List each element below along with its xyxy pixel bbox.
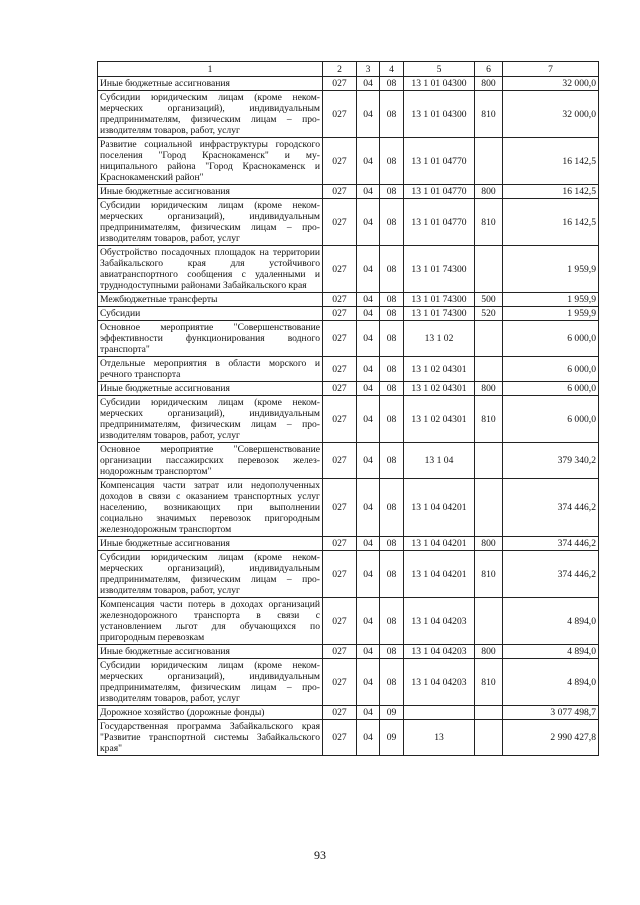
subsection-code-cell: 08: [380, 307, 404, 321]
expense-type-code-cell: [475, 479, 503, 537]
section-code-cell: 04: [357, 598, 380, 645]
item-name-cell: Субсидии юридическим лицам (кроме некоммерческих организаций), индивидуальным предпринимателям, физическим лицам – производителям товаров, работ, услуг: [98, 659, 323, 706]
expense-type-code-cell: 800: [475, 382, 503, 396]
target-article-code-cell: 13 1 01 04770: [404, 185, 475, 199]
expense-type-code-cell: 810: [475, 396, 503, 443]
subsection-code-cell: 08: [380, 382, 404, 396]
table-row: [98, 598, 599, 645]
target-article-code-cell: 13 1 02 04301: [404, 396, 475, 443]
target-article-code-cell: 13 1 01 74300: [404, 307, 475, 321]
subsection-code-cell: 08: [380, 293, 404, 307]
expense-type-code-cell: 810: [475, 199, 503, 246]
column-header: 3: [357, 62, 380, 77]
table-row: [98, 706, 599, 720]
target-article-code-cell: 13 1 01 04770: [404, 138, 475, 185]
table-row: [98, 307, 599, 321]
section-code-cell: 04: [357, 246, 380, 293]
section-code-cell: 04: [357, 357, 380, 382]
ministry-code-cell: 027: [323, 357, 357, 382]
section-code-cell: 04: [357, 185, 380, 199]
section-code-cell: 04: [357, 537, 380, 551]
target-article-code-cell: 13 1 04 04201: [404, 479, 475, 537]
amount-cell: 4 894,0: [503, 598, 599, 645]
item-name-cell: Субсидии юридическим лицам (кроме некоммерческих организаций), индивидуальным предпринимателям, физическим лицам – производителям товаров, работ, услуг: [98, 199, 323, 246]
item-name-cell: Компенсация части потерь в доходах организаций железнодорожного транспорта в связи с установлением льгот для обучающихся по пригородным перевозкам: [98, 598, 323, 645]
amount-cell: 374 446,2: [503, 537, 599, 551]
expense-type-code-cell: [475, 138, 503, 185]
subsection-code-cell: 08: [380, 246, 404, 293]
section-code-cell: 04: [357, 382, 380, 396]
ministry-code-cell: 027: [323, 91, 357, 138]
table-row: [98, 246, 599, 293]
expense-type-code-cell: 800: [475, 77, 503, 91]
expense-type-code-cell: 800: [475, 185, 503, 199]
ministry-code-cell: 027: [323, 537, 357, 551]
target-article-code-cell: 13 1 01 04300: [404, 91, 475, 138]
item-name-cell: Дорожное хозяйство (дорожные фонды): [98, 706, 323, 720]
subsection-code-cell: 08: [380, 645, 404, 659]
target-article-code-cell: 13 1 02 04301: [404, 382, 475, 396]
target-article-code-cell: 13 1 02 04301: [404, 357, 475, 382]
table-row: [98, 479, 599, 537]
amount-cell: 4 894,0: [503, 659, 599, 706]
section-code-cell: 04: [357, 706, 380, 720]
section-code-cell: 04: [357, 396, 380, 443]
amount-cell: 32 000,0: [503, 91, 599, 138]
section-code-cell: 04: [357, 443, 380, 479]
amount-cell: 2 990 427,8: [503, 720, 599, 756]
amount-cell: 16 142,5: [503, 185, 599, 199]
expense-type-code-cell: [475, 706, 503, 720]
amount-cell: 374 446,2: [503, 551, 599, 598]
target-article-code-cell: 13 1 01 74300: [404, 293, 475, 307]
section-code-cell: 04: [357, 293, 380, 307]
item-name-cell: Компенсация части затрат или недополученных доходов в связи с оказанием транспортных услуг населению, возникающих при выполнении социально значимых перевозок пригородным железнодорожным транспортом: [98, 479, 323, 537]
item-name-cell: Субсидии юридическим лицам (кроме некоммерческих организаций), индивидуальным предпринимателям, физическим лицам – производителям товаров, работ, услуг: [98, 551, 323, 598]
amount-cell: 379 340,2: [503, 443, 599, 479]
subsection-code-cell: 09: [380, 706, 404, 720]
target-article-code-cell: 13 1 04 04203: [404, 645, 475, 659]
expense-type-code-cell: [475, 246, 503, 293]
ministry-code-cell: 027: [323, 396, 357, 443]
table-row: [98, 645, 599, 659]
column-header: 5: [404, 62, 475, 77]
column-header: 7: [503, 62, 599, 77]
amount-cell: 1 959,9: [503, 246, 599, 293]
expense-type-code-cell: 500: [475, 293, 503, 307]
amount-cell: 6 000,0: [503, 382, 599, 396]
item-name-cell: Отдельные мероприятия в области морского и речного транспорта: [98, 357, 323, 382]
column-header: 6: [475, 62, 503, 77]
item-name-cell: Развитие социальной инфраструктуры городского поселения "Город Краснокаменск" и муниципального района "Город Краснокаменск и Краснокаменский район": [98, 138, 323, 185]
item-name-cell: Иные бюджетные ассигнования: [98, 185, 323, 199]
page-number: 93: [314, 848, 326, 862]
subsection-code-cell: 08: [380, 659, 404, 706]
section-code-cell: 04: [357, 91, 380, 138]
section-code-cell: 04: [357, 138, 380, 185]
table-row: [98, 321, 599, 357]
expense-type-code-cell: [475, 598, 503, 645]
ministry-code-cell: 027: [323, 246, 357, 293]
column-header: 4: [380, 62, 404, 77]
target-article-code-cell: 13 1 02: [404, 321, 475, 357]
item-name-cell: Иные бюджетные ассигнования: [98, 537, 323, 551]
table-row: [98, 91, 599, 138]
target-article-code-cell: 13 1 04 04203: [404, 659, 475, 706]
subsection-code-cell: 08: [380, 138, 404, 185]
column-header: 2: [323, 62, 357, 77]
ministry-code-cell: 027: [323, 598, 357, 645]
target-article-code-cell: [404, 706, 475, 720]
subsection-code-cell: 08: [380, 357, 404, 382]
table-body: [98, 77, 599, 756]
expense-type-code-cell: [475, 443, 503, 479]
expense-type-code-cell: 810: [475, 551, 503, 598]
item-name-cell: Обустройство посадочных площадок на территории Забайкальского края для устойчивого авиатранспортного сообщения с удаленными и труднодоступными районами Забайкальского края: [98, 246, 323, 293]
subsection-code-cell: 08: [380, 537, 404, 551]
section-code-cell: 04: [357, 551, 380, 598]
item-name-cell: Межбюджетные трансферты: [98, 293, 323, 307]
item-name-cell: Основное мероприятие "Совершенствование организации пассажирских перевозок железнодорожным транспортом": [98, 443, 323, 479]
amount-cell: 6 000,0: [503, 396, 599, 443]
section-code-cell: 04: [357, 659, 380, 706]
item-name-cell: Основное мероприятие "Совершенствование эффективности функционирования водного транспорта": [98, 321, 323, 357]
item-name-cell: Субсидии: [98, 307, 323, 321]
amount-cell: 6 000,0: [503, 357, 599, 382]
ministry-code-cell: 027: [323, 321, 357, 357]
ministry-code-cell: 027: [323, 443, 357, 479]
table-row: [98, 396, 599, 443]
section-code-cell: 04: [357, 199, 380, 246]
target-article-code-cell: 13 1 01 74300: [404, 246, 475, 293]
expense-type-code-cell: 810: [475, 91, 503, 138]
item-name-cell: Иные бюджетные ассигнования: [98, 645, 323, 659]
amount-cell: 1 959,9: [503, 293, 599, 307]
target-article-code-cell: 13 1 04: [404, 443, 475, 479]
subsection-code-cell: 08: [380, 598, 404, 645]
amount-cell: 16 142,5: [503, 138, 599, 185]
ministry-code-cell: 027: [323, 659, 357, 706]
section-code-cell: 04: [357, 720, 380, 756]
target-article-code-cell: 13 1 01 04300: [404, 77, 475, 91]
table-row: [98, 382, 599, 396]
subsection-code-cell: 08: [380, 396, 404, 443]
ministry-code-cell: 027: [323, 77, 357, 91]
table-row: [98, 357, 599, 382]
expense-type-code-cell: 800: [475, 645, 503, 659]
ministry-code-cell: 027: [323, 185, 357, 199]
subsection-code-cell: 08: [380, 91, 404, 138]
amount-cell: 16 142,5: [503, 199, 599, 246]
subsection-code-cell: 08: [380, 321, 404, 357]
table-row: [98, 77, 599, 91]
table-row: [98, 551, 599, 598]
table-row: [98, 138, 599, 185]
table-header-row: [98, 62, 599, 77]
ministry-code-cell: 027: [323, 293, 357, 307]
item-name-cell: Субсидии юридическим лицам (кроме некоммерческих организаций), индивидуальным предпринимателям, физическим лицам – производителям товаров, работ, услуг: [98, 396, 323, 443]
item-name-cell: Иные бюджетные ассигнования: [98, 77, 323, 91]
section-code-cell: 04: [357, 479, 380, 537]
subsection-code-cell: 08: [380, 199, 404, 246]
expense-type-code-cell: [475, 720, 503, 756]
section-code-cell: 04: [357, 77, 380, 91]
section-code-cell: 04: [357, 645, 380, 659]
item-name-cell: Иные бюджетные ассигнования: [98, 382, 323, 396]
expense-type-code-cell: 810: [475, 659, 503, 706]
ministry-code-cell: 027: [323, 551, 357, 598]
ministry-code-cell: 027: [323, 199, 357, 246]
table-row: [98, 537, 599, 551]
ministry-code-cell: 027: [323, 138, 357, 185]
section-code-cell: 04: [357, 321, 380, 357]
section-code-cell: 04: [357, 307, 380, 321]
column-header: 1: [98, 62, 323, 77]
ministry-code-cell: 027: [323, 479, 357, 537]
table-row: [98, 659, 599, 706]
amount-cell: 4 894,0: [503, 645, 599, 659]
ministry-code-cell: 027: [323, 382, 357, 396]
subsection-code-cell: 08: [380, 551, 404, 598]
subsection-code-cell: 08: [380, 77, 404, 91]
expense-type-code-cell: 800: [475, 537, 503, 551]
expense-type-code-cell: 520: [475, 307, 503, 321]
ministry-code-cell: 027: [323, 720, 357, 756]
item-name-cell: Субсидии юридическим лицам (кроме некоммерческих организаций), индивидуальным предпринимателям, физическим лицам – производителям товаров, работ, услуг: [98, 91, 323, 138]
amount-cell: 374 446,2: [503, 479, 599, 537]
amount-cell: 6 000,0: [503, 321, 599, 357]
subsection-code-cell: 08: [380, 185, 404, 199]
item-name-cell: Государственная программа Забайкальского края "Развитие транспортной системы Забайкальского края": [98, 720, 323, 756]
amount-cell: 32 000,0: [503, 77, 599, 91]
table-row: [98, 293, 599, 307]
expense-type-code-cell: [475, 357, 503, 382]
table-row: [98, 199, 599, 246]
ministry-code-cell: 027: [323, 706, 357, 720]
target-article-code-cell: 13 1 04 04203: [404, 598, 475, 645]
subsection-code-cell: 09: [380, 720, 404, 756]
subsection-code-cell: 08: [380, 443, 404, 479]
table-row: [98, 443, 599, 479]
table-row: [98, 720, 599, 756]
expense-type-code-cell: [475, 321, 503, 357]
ministry-code-cell: 027: [323, 307, 357, 321]
subsection-code-cell: 08: [380, 479, 404, 537]
amount-cell: 3 077 498,7: [503, 706, 599, 720]
target-article-code-cell: 13 1 04 04201: [404, 551, 475, 598]
target-article-code-cell: 13: [404, 720, 475, 756]
table-row: [98, 185, 599, 199]
target-article-code-cell: 13 1 04 04201: [404, 537, 475, 551]
target-article-code-cell: 13 1 01 04770: [404, 199, 475, 246]
ministry-code-cell: 027: [323, 645, 357, 659]
budget-table: [97, 61, 599, 756]
amount-cell: 1 959,9: [503, 307, 599, 321]
